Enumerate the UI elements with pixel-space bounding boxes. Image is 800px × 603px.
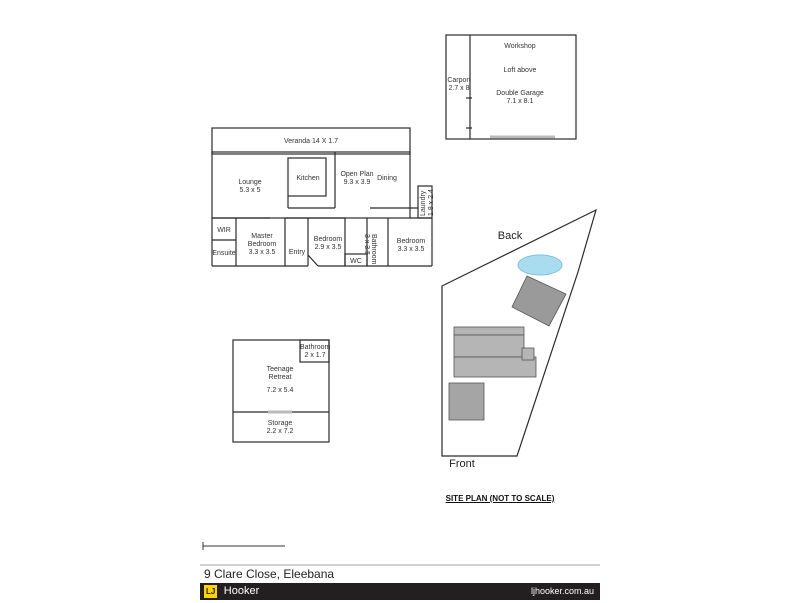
- laundry-label: Laundry: [420, 190, 427, 216]
- site-back-label: Back: [497, 230, 523, 242]
- storage-size: 2.2 x 7.2: [266, 428, 294, 435]
- laundry-size: 1.8 x 2.4: [428, 189, 435, 216]
- double-garage-size: 7.1 x 8.1: [506, 98, 534, 105]
- double-garage-label: Double Garage: [496, 90, 544, 97]
- dining-label: Dining: [377, 175, 397, 182]
- lounge-label: Lounge: [238, 179, 262, 186]
- bedroom-a-label: Bedroom: [313, 236, 343, 243]
- lounge-size: 5.3 x 5: [239, 187, 261, 194]
- bedroom-b-label: Bedroom: [396, 238, 426, 245]
- site-house: [454, 327, 536, 377]
- brand-website[interactable]: ljhooker.com.au: [530, 586, 594, 596]
- ensuite-label: Ensuite: [212, 250, 236, 257]
- master-label-2: Bedroom: [247, 241, 277, 248]
- site-shed: [512, 276, 566, 326]
- bedroom-b-size: 3.3 x 3.5: [397, 246, 425, 253]
- retreat-size: 7.2 x 5.4: [266, 387, 294, 394]
- brand-logo: [204, 585, 259, 598]
- bedroom-a-size: 2.9 x 3.5: [314, 244, 342, 251]
- entry-label: Entry: [288, 249, 306, 256]
- wc-label: WC: [350, 258, 362, 265]
- brand-lj-badge: LJ: [206, 587, 216, 596]
- bathroom-label: Bathroom: [370, 234, 377, 265]
- storage-label: Storage: [267, 420, 293, 427]
- brand-name: Hooker: [223, 585, 260, 597]
- wir-label: WIR: [217, 227, 231, 234]
- master-size: 3.3 x 3.5: [248, 249, 276, 256]
- bathroom-size: 3 x 3.5: [363, 234, 370, 256]
- retreat-label: Retreat: [268, 374, 292, 381]
- open-plan-label: Open Plan: [340, 171, 374, 178]
- retreat-bathroom-label: Bathroom: [300, 344, 331, 351]
- site-retreat: [449, 383, 484, 420]
- pool: [518, 255, 562, 275]
- site-front-label: Front: [449, 458, 475, 470]
- site-plan-title: SITE PLAN (NOT TO SCALE): [445, 494, 555, 503]
- veranda-label: Veranda 14 X 1.7: [283, 138, 339, 145]
- property-address: 9 Clare Close, Eleebana: [204, 567, 335, 581]
- master-label: Master: [251, 233, 273, 240]
- teenage-label: Teenage: [266, 366, 294, 373]
- carport-label: Carport: [447, 77, 471, 84]
- scale-bar: [203, 542, 285, 550]
- open-plan-size: 9.3 x 3.9: [343, 179, 371, 186]
- brand-bar: [200, 583, 600, 600]
- loft-label: Loft above: [503, 67, 537, 74]
- retreat-bathroom-size: 2 x 1.7: [304, 352, 326, 359]
- workshop-label: Workshop: [504, 43, 536, 50]
- kitchen-label: Kitchen: [296, 175, 320, 182]
- carport-size: 2.7 x 8: [448, 85, 470, 92]
